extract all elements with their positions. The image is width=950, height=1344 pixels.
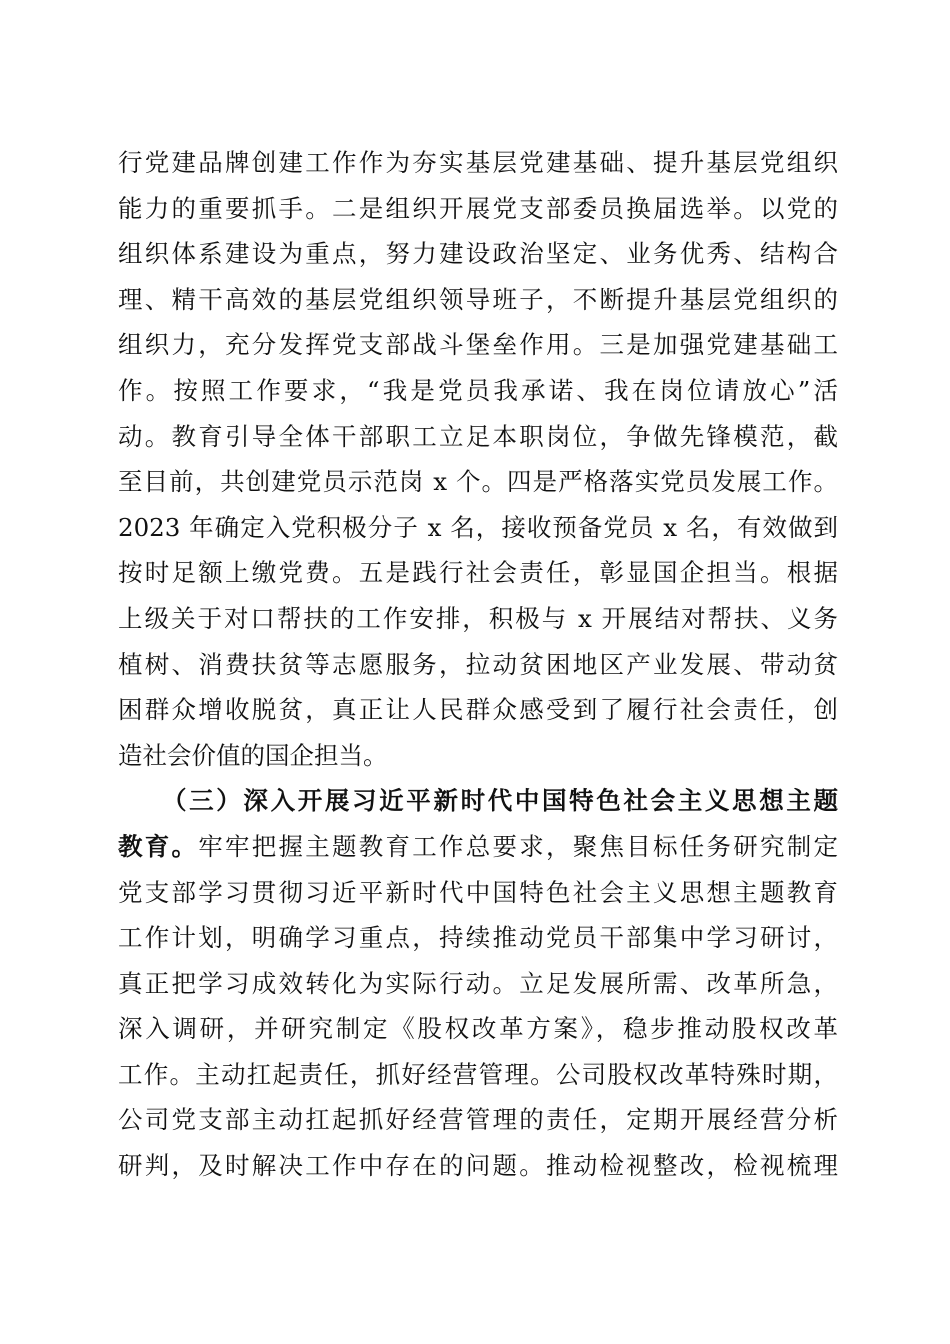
text-line [118, 824, 838, 870]
paragraph-theme-education [118, 778, 838, 1188]
text-line: 行党建品牌创建工作作为夯实基层党建基础、提升基层党组织 [118, 148, 838, 177]
text-line: 组织力，充分发挥党支部战斗堡垒作用。三是加强党建基础工 [118, 330, 838, 360]
text-line: 能力的重要抓手。二是组织开展党支部委员换届选举。以党的 [118, 193, 838, 223]
text-line: 作。按照工作要求，“我是党员我承诺、我在岗位请放心”活 [118, 375, 838, 405]
text-line: 2023 年确定入党积极分子 x 名，接收预备党员 x 名，有效做到 [118, 512, 838, 542]
paragraph-party-building [118, 140, 838, 778]
text-line: 党支部学习贯彻习近平新时代中国特色社会主义思想主题教育 [118, 877, 838, 907]
text-line: 理、精干高效的基层党组织领导班子，不断提升基层党组织的 [118, 284, 838, 314]
text-line: 真正把学习成效转化为实际行动。立足发展所需、改革所急， [118, 968, 838, 998]
text-line: 公司党支部主动扛起抓好经营管理的责任，定期开展经营分析 [118, 1105, 838, 1135]
text-line: 研判，及时解决工作中存在的问题。推动检视整改，检视梳理 [118, 1151, 838, 1181]
text-line: 困群众增收脱贫，真正让人民群众感受到了履行社会责任，创 [118, 695, 838, 725]
section-heading-line: （三）深入开展习近平新时代中国特色社会主义思想主题 [162, 786, 838, 816]
text-line: 组织体系建设为重点，努力建设政治坚定、业务优秀、结构合 [118, 239, 838, 269]
document-body [118, 140, 838, 1189]
text-line: 至目前，共创建党员示范岗 x 个。四是严格落实党员发展工作。 [118, 467, 838, 497]
text-line: 深入调研，并研究制定《股权改革方案》，稳步推动股权改革 [118, 1014, 838, 1044]
text-line: 动。教育引导全体干部职工立足本职岗位，争做先锋模范，截 [118, 421, 838, 451]
text-line: 工作计划，明确学习重点，持续推动党员干部集中学习研讨， [118, 923, 838, 953]
text-line: 工作。主动扛起责任，抓好经营管理。公司股权改革特殊时期， [118, 1059, 838, 1089]
text-line-rest: 牢牢把握主题教育工作总要求，聚焦目标任务研究制定 [198, 831, 838, 861]
text-line: 造社会价值的国企担当。 [118, 740, 388, 770]
section-heading-end: 教育。 [118, 831, 199, 861]
text-line: 上级关于对口帮扶的工作安排，积极与 x 开展结对帮扶、义务 [118, 603, 838, 633]
text-line: 按时足额上缴党费。五是践行社会责任，彰显国企担当。根据 [118, 558, 838, 588]
text-line: 植树、消费扶贫等志愿服务，拉动贫困地区产业发展、带动贫 [118, 649, 838, 679]
